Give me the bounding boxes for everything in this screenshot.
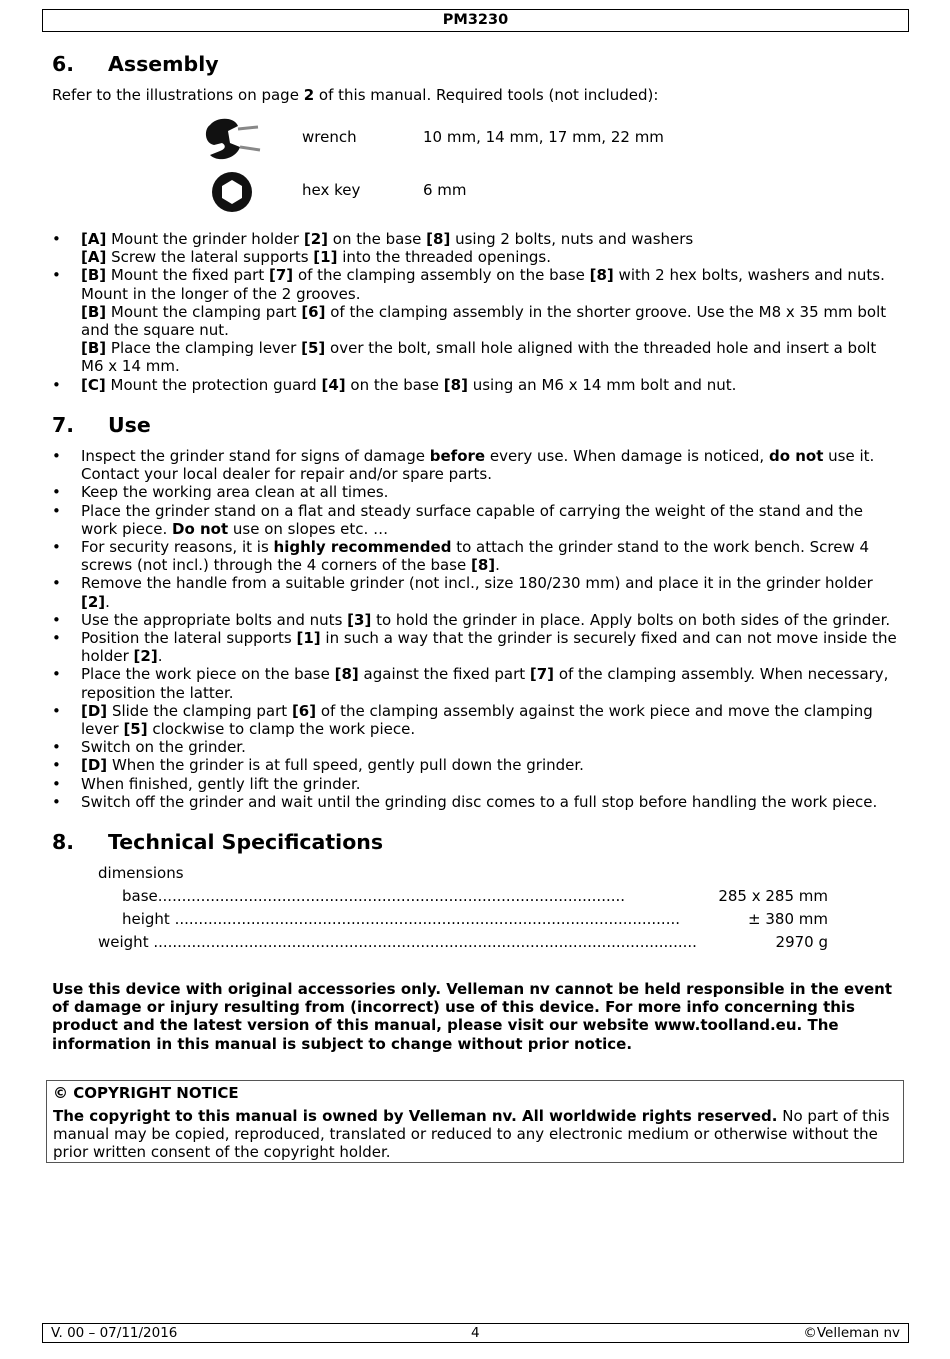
list-item: • Switch off the grinder and wait until the grinding disc comes to a full stop before handling the work piece. [52, 793, 902, 811]
list-item: • Keep the working area clean at all times. [52, 483, 902, 501]
tool-row-wrench [200, 117, 720, 161]
list-item: • When finished, gently lift the grinder. [52, 775, 902, 793]
list-item: • For security reasons, it is highly recommended to attach the grinder stand to the work bench. Screw 4 screws (not incl.) through the 4 corners of the base [8]. [52, 538, 902, 574]
copyright-body: The copyright to this manual is owned by Velleman nv. All worldwide rights reserved. No part of this manual may be copied, reproduced, translated or reduced to any electronic medium or otherwise without the prior written consent of the copyright holder. [53, 1107, 890, 1162]
list-item: • Position the lateral supports [1] in such a way that the grinder is securely fixed and can not move inside the holder [2]. [52, 629, 902, 665]
list-item: • Switch on the grinder. [52, 738, 902, 756]
footer-brand: ©Velleman nv [803, 1325, 900, 1341]
list-item: • [A] Mount the grinder holder [2] on the base [8] using 2 bolts, nuts and washers [A] Screw the lateral supports [1] into the threaded openings. [52, 230, 902, 266]
page-header [42, 9, 909, 32]
spec-row-height: height .......................................................................................................... ± 380 mm [122, 910, 828, 928]
list-item: • [B] Mount the fixed part [7] of the clamping assembly on the base [8] with 2 hex bolts, washers and nuts. Mount in the longer of the 2 grooves. [B] Mount the clamping part [6] of the clamping assembly in the shorter groove. Use the M8 x 35 mm bolt and the square nut. [B] Place the clamping lever [5] over the bolt, small hole aligned with the threaded hole and insert a bolt M6 x 14 mm. [52, 266, 902, 375]
assembly-intro: Refer to the illustrations on page 2 of this manual. Required tools (not included): [52, 86, 659, 104]
spec-value: 285 x 285 mm [714, 887, 828, 905]
section-title-assembly: 6. Assembly [52, 52, 219, 76]
page-footer [42, 1323, 909, 1343]
section-title-use: 7. Use [52, 413, 151, 437]
list-item: • [D] When the grinder is at full speed, gently pull down the grinder. [52, 756, 902, 774]
model-number: PM3230 [442, 12, 509, 28]
list-item: • Place the grinder stand on a flat and steady surface capable of carrying the weight of the stand and the work piece. Do not use on slopes etc. … [52, 502, 902, 538]
spec-value: 2970 g [772, 933, 828, 951]
spec-row-base: base.................................................................................................. 285 x 285 mm [122, 887, 828, 905]
spec-label: weight [98, 933, 149, 951]
spec-value: ± 380 mm [744, 910, 828, 928]
footer-page-number: 4 [471, 1325, 480, 1341]
list-item: • Inspect the grinder stand for signs of damage before every use. When damage is noticed, do not use it. Contact your local dealer for repair and/or spare parts. [52, 447, 902, 483]
tool-size: 10 mm, 14 mm, 17 mm, 22 mm [423, 128, 664, 146]
copyright-notice [46, 1080, 904, 1163]
tool-name: hex key [302, 181, 361, 199]
list-item: • Remove the handle from a suitable grinder (not incl., size 180/230 mm) and place it in the grinder holder [2]. [52, 574, 902, 610]
spec-row-weight: weight .................................................................................................................. 2970 g [98, 933, 828, 951]
tool-name: wrench [302, 128, 357, 146]
tool-size: 6 mm [423, 181, 467, 199]
list-item: • [C] Mount the protection guard [4] on the base [8] using an M6 x 14 mm bolt and nut. [52, 376, 902, 394]
wrench-icon [200, 117, 264, 163]
section-title-specs: 8. Technical Specifications [52, 830, 384, 854]
use-list [52, 447, 902, 811]
spec-label: height [122, 910, 170, 928]
assembly-steps [52, 230, 902, 394]
spec-dimensions-label: dimensions [98, 864, 184, 882]
tool-row-hex-key [200, 170, 720, 214]
copyright-title: © COPYRIGHT NOTICE [53, 1084, 239, 1102]
usage-warning: Use this device with original accessories only. Velleman nv cannot be held responsible in the event of damage or injury resulting from (incorrect) use of this device. For more info concerning this product and the latest version of this manual, please visit our website www.toolland.eu. The information in this manual is subject to change without prior notice. [52, 980, 892, 1053]
footer-version: V. 00 – 07/11/2016 [51, 1325, 178, 1341]
hex-key-icon [200, 170, 264, 216]
list-item: • [D] Slide the clamping part [6] of the clamping assembly against the work piece and move the clamping lever [5] clockwise to clamp the work piece. [52, 702, 902, 738]
list-item: • Place the work piece on the base [8] against the fixed part [7] of the clamping assembly. When necessary, reposition the latter. [52, 665, 902, 701]
list-item: • Use the appropriate bolts and nuts [3] to hold the grinder in place. Apply bolts on both sides of the grinder. [52, 611, 902, 629]
spec-label: base [122, 887, 158, 905]
